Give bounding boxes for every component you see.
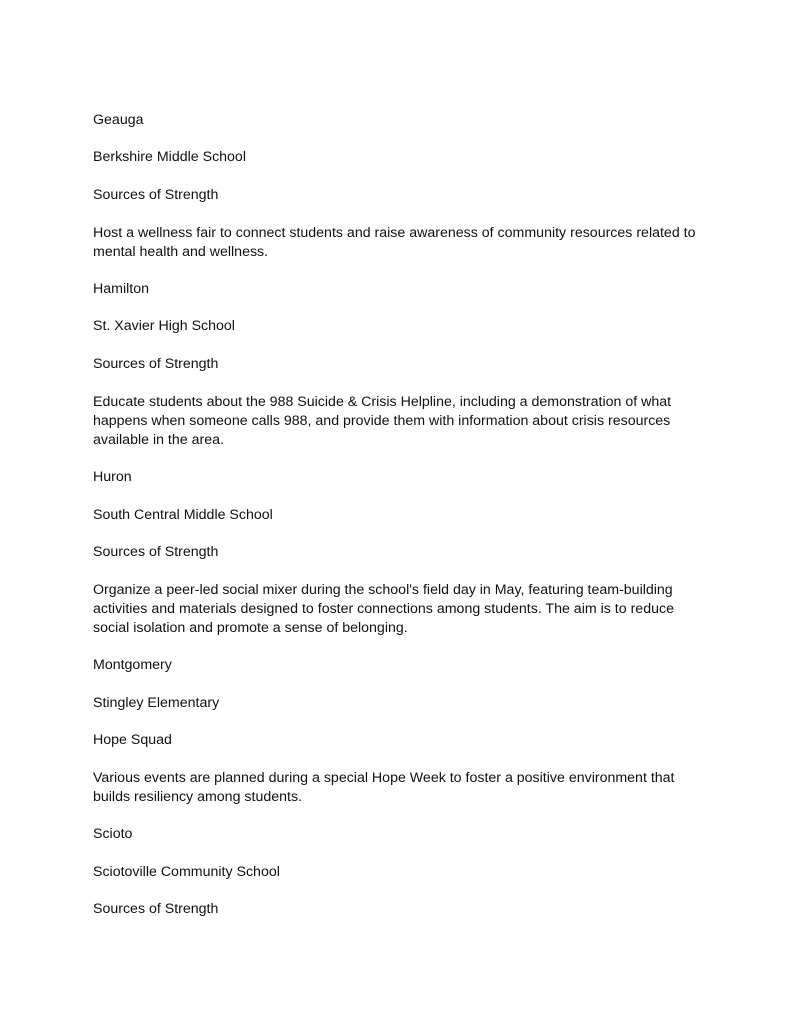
county-name: Huron [93, 469, 132, 485]
county-name: Geauga [93, 112, 144, 128]
school-name: Stingley Elementary [93, 695, 220, 711]
program-name: Sources of Strength [93, 356, 219, 372]
school-name: St. Xavier High School [93, 318, 235, 334]
activity-description: Host a wellness fair to connect students and raise awareness of community resources related to mental health and wellness. [93, 225, 696, 260]
program-name: Sources of Strength [93, 187, 219, 203]
school-name: South Central Middle School [93, 507, 273, 523]
county-name: Scioto [93, 826, 133, 842]
activity-description: Educate students about the 988 Suicide & Crisis Helpline, including a demonstration of what happens when someone calls 988, and provide them with information about crisis resources available in the area. [93, 394, 672, 448]
school-name: Sciotoville Community School [93, 864, 280, 880]
program-name: Hope Squad [93, 732, 172, 748]
county-name: Montgomery [93, 657, 172, 673]
school-name: Berkshire Middle School [93, 149, 246, 165]
program-name: Sources of Strength [93, 544, 219, 560]
county-name: Hamilton [93, 281, 149, 297]
activity-description: Various events are planned during a special Hope Week to foster a positive environment that builds resiliency among students. [93, 770, 675, 805]
activity-description: Organize a peer-led social mixer during the school's field day in May, featuring team-building activities and materials designed to foster connections among students. The aim is to reduce social isolation and promote a sense of belonging. [93, 582, 674, 636]
program-name: Sources of Strength [93, 901, 219, 917]
